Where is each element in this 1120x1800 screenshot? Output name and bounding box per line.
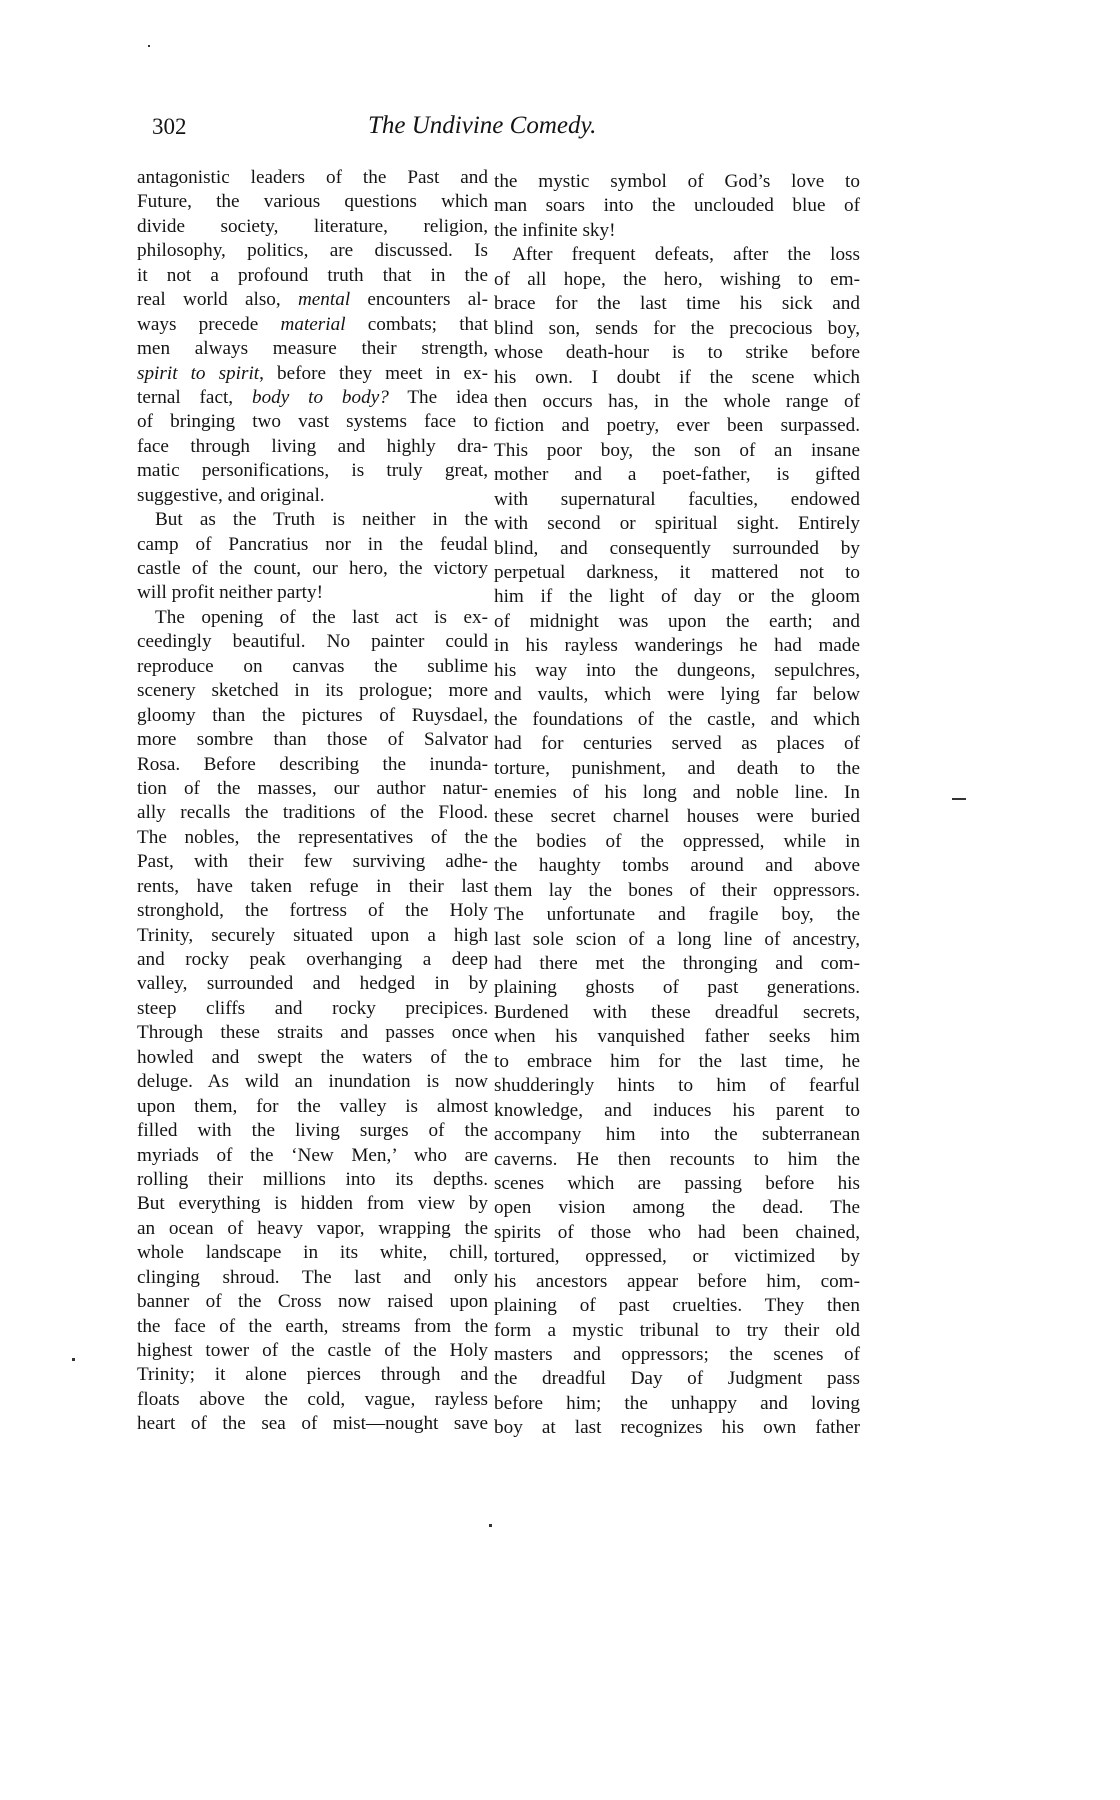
text-segment: , before they meet in ex- — [259, 362, 488, 384]
text-segment: caverns. He then recounts to him the — [494, 1148, 860, 1170]
text-line — [137, 190, 488, 214]
text-line — [137, 435, 488, 459]
text-segment: will profit neither party! — [137, 582, 323, 604]
text-segment: his way into the dungeons, sepulchres, — [494, 659, 860, 681]
text-line — [494, 1416, 860, 1440]
text-segment: ally recalls the traditions of the Flood. — [137, 802, 488, 824]
text-line — [137, 1339, 488, 1363]
text-segment: tortured, oppressed, or victimized by — [494, 1246, 860, 1268]
text-segment: whole landscape in its white, chill, — [137, 1242, 488, 1264]
text-segment: brace for the last time his sick and — [494, 293, 860, 315]
text-segment: shudderingly hints to him of fearful — [494, 1075, 860, 1097]
text-segment: deluge. As wild an inundation is now — [137, 1071, 488, 1093]
text-segment: real world also, — [137, 289, 298, 311]
text-segment: camp of Pancratius nor in the feudal — [137, 533, 488, 555]
text-line — [137, 1021, 488, 1045]
text-line — [137, 337, 488, 361]
text-line — [137, 899, 488, 923]
text-line — [494, 854, 860, 878]
text-segment: boy at last recognizes his own father — [494, 1417, 860, 1439]
text-segment: before him; the unhappy and loving — [494, 1392, 860, 1414]
text-segment: highest tower of the castle of the Holy — [137, 1340, 488, 1361]
text-line — [494, 683, 860, 707]
text-segment: myriads of the ‘New Men,’ who are — [137, 1144, 488, 1166]
text-line — [137, 1046, 488, 1070]
text-line — [494, 610, 860, 634]
text-line — [137, 1070, 488, 1094]
text-line — [137, 679, 488, 703]
text-line — [494, 317, 860, 341]
text-line — [494, 512, 860, 536]
text-line — [137, 1315, 488, 1339]
text-line — [137, 655, 488, 679]
text-line — [494, 903, 860, 927]
text-line — [137, 557, 488, 581]
text-line — [137, 606, 488, 630]
text-line — [494, 341, 860, 365]
text-segment: open vision among the dead. The — [494, 1197, 860, 1219]
text-line — [137, 1290, 488, 1314]
text-segment: After frequent defeats, after the loss — [512, 244, 860, 266]
text-line — [494, 1392, 860, 1416]
text-segment: encounters al- — [350, 289, 488, 311]
text-segment: gloomy than the pictures of Ruysdael, — [137, 704, 488, 726]
text-segment: spirits of those who had been chained, — [494, 1221, 860, 1243]
text-segment: torture, punishment, and death to the — [494, 757, 860, 779]
text-segment: clinging shroud. The last and only — [137, 1266, 488, 1288]
text-segment: banner of the Cross now raised upon — [137, 1291, 488, 1313]
text-segment: The unfortunate and fragile boy, the — [494, 904, 860, 926]
text-line — [494, 952, 860, 976]
text-line — [494, 976, 860, 1000]
text-line — [494, 659, 860, 683]
text-line — [137, 1192, 488, 1216]
text-line — [137, 484, 488, 508]
text-line — [137, 801, 488, 825]
text-segment: with supernatural faculties, endowed — [494, 488, 860, 510]
text-line — [137, 239, 488, 263]
text-line — [494, 1319, 860, 1343]
text-line — [137, 533, 488, 557]
text-line — [494, 879, 860, 903]
text-line — [494, 561, 860, 585]
text-line — [494, 268, 860, 292]
text-line — [494, 390, 860, 414]
text-segment: them lay the bones of their oppressors. — [494, 879, 860, 901]
text-segment: to embrace him for the last time, he — [494, 1050, 860, 1072]
text-segment: This poor boy, the son of an insane — [494, 439, 860, 461]
text-line — [137, 704, 488, 728]
text-line — [494, 366, 860, 390]
text-line — [137, 630, 488, 654]
text-line — [137, 753, 488, 777]
text-segment: ceedingly beautiful. No painter could — [137, 631, 488, 653]
right-column — [494, 170, 860, 1441]
text-segment: scenery sketched in its prologue; more — [137, 680, 488, 702]
text-line — [494, 463, 860, 487]
italic-text: mental — [297, 289, 351, 311]
text-line — [494, 1148, 860, 1172]
running-title: The Undivine Comedy. — [368, 112, 597, 139]
text-segment: the infinite sky! — [494, 219, 616, 241]
text-segment: the mystic symbol of God’s love to — [494, 171, 860, 192]
text-line — [494, 1343, 860, 1367]
text-segment: valley, surrounded and hedged in by — [137, 973, 488, 995]
text-line — [494, 292, 860, 316]
text-segment: mother and a poet-father, is gifted — [494, 464, 860, 486]
text-segment: matic personifications, is truly great, — [137, 460, 488, 482]
text-line — [494, 439, 860, 463]
text-segment: when his vanquished father seeks him — [494, 1026, 860, 1048]
text-line — [494, 830, 860, 854]
text-line — [137, 1388, 488, 1412]
text-line — [137, 850, 488, 874]
text-line — [494, 1196, 860, 1220]
text-segment: tion of the masses, our author natur- — [137, 777, 488, 799]
text-segment: antagonistic leaders of the Past and — [137, 167, 488, 188]
text-segment: perpetual darkness, it mattered not to — [494, 562, 860, 583]
text-segment: men always measure their strength, — [137, 338, 488, 360]
text-segment: the foundations of the castle, and which — [494, 708, 860, 730]
text-segment: more sombre than those of Salvator — [137, 729, 488, 751]
text-line — [494, 170, 860, 194]
text-line — [494, 1294, 860, 1318]
text-line — [494, 414, 860, 438]
text-segment: rolling their millions into its depths. — [137, 1168, 488, 1190]
text-segment: the bodies of the oppressed, while in — [494, 830, 860, 852]
text-line — [137, 1119, 488, 1143]
text-segment: Burdened with these dreadful secrets, — [494, 1001, 860, 1023]
text-segment: blind son, sends for the precocious boy, — [494, 317, 860, 339]
text-segment: last sole scion of a long line of ancestry, — [494, 928, 860, 950]
scan-speck — [952, 798, 966, 800]
left-column — [137, 166, 488, 1437]
text-segment: scenes which are passing before his — [494, 1172, 860, 1194]
text-line — [137, 777, 488, 801]
text-segment: stronghold, the fortress of the Holy — [137, 900, 488, 922]
text-line — [137, 1266, 488, 1290]
italic-text: body to body? — [251, 386, 389, 408]
text-line — [137, 215, 488, 239]
text-segment: these secret charnel houses were buried — [494, 806, 860, 828]
text-segment: combats; that — [345, 313, 488, 335]
text-line — [137, 288, 488, 312]
text-segment: Through these straits and passes once — [137, 1022, 488, 1044]
text-segment: plaining of past cruelties. They then — [494, 1295, 860, 1317]
text-segment: of bringing two vast systems face to — [137, 411, 488, 433]
text-line — [494, 805, 860, 829]
page-number: 302 — [152, 114, 187, 139]
text-line — [494, 194, 860, 218]
text-segment: him if the light of day or the gloom — [494, 586, 860, 608]
text-segment: an ocean of heavy vapor, wrapping the — [137, 1217, 488, 1239]
text-segment: upon them, for the valley is almost — [137, 1095, 488, 1117]
text-line — [137, 728, 488, 752]
text-line — [137, 459, 488, 483]
text-segment: Trinity; it alone pierces through and — [137, 1364, 488, 1386]
text-line — [137, 166, 488, 190]
text-line — [494, 219, 860, 243]
text-segment: masters and oppressors; the scenes of — [494, 1344, 860, 1365]
text-segment: heart of the sea of mist—nought save — [137, 1413, 488, 1435]
text-segment: The nobles, the representatives of the — [137, 826, 488, 848]
text-segment: fiction and poetry, ever been surpassed. — [494, 415, 860, 437]
text-line — [494, 928, 860, 952]
text-segment: face through living and highly dra- — [137, 435, 488, 457]
text-line — [137, 508, 488, 532]
text-line — [137, 1412, 488, 1436]
text-line — [137, 386, 488, 410]
text-segment: ways precede — [137, 313, 281, 335]
text-segment: it not a profound truth that in the — [137, 264, 488, 286]
text-segment: the haughty tombs around and above — [494, 855, 860, 877]
text-line — [494, 1172, 860, 1196]
text-line — [137, 410, 488, 434]
text-line — [494, 708, 860, 732]
text-segment: had there met the thronging and com- — [494, 953, 860, 974]
text-segment: then occurs has, in the whole range of — [494, 390, 860, 412]
scan-speck — [72, 1358, 75, 1361]
text-segment: But as the Truth is neither in the — [155, 509, 488, 531]
text-segment: the face of the earth, streams from the — [137, 1315, 488, 1337]
text-segment: accompany him into the subterranean — [494, 1124, 860, 1146]
text-segment: had for centuries served as places of — [494, 733, 860, 755]
text-segment: with second or spiritual sight. Entirely — [494, 513, 860, 535]
text-line — [137, 1095, 488, 1119]
text-segment: floats above the cold, vague, rayless — [137, 1388, 488, 1410]
text-line — [137, 1168, 488, 1192]
text-segment: filled with the living surges of the — [137, 1120, 488, 1142]
text-segment: of all hope, the hero, wishing to em- — [494, 268, 860, 290]
text-line — [494, 634, 860, 658]
text-line — [137, 948, 488, 972]
text-line — [494, 1099, 860, 1123]
text-line — [494, 732, 860, 756]
text-segment: his own. I doubt if the scene which — [494, 366, 860, 388]
text-line — [494, 537, 860, 561]
text-line — [137, 581, 488, 605]
text-segment: suggestive, and original. — [137, 484, 325, 506]
text-line — [494, 1123, 860, 1147]
text-line — [137, 1363, 488, 1387]
text-segment: man soars into the unclouded blue of — [494, 195, 860, 217]
text-segment: But everything is hidden from view by — [137, 1193, 488, 1215]
text-segment: divide society, literature, religion, — [137, 215, 488, 237]
text-line — [494, 781, 860, 805]
text-segment: Past, with their few surviving adhe- — [137, 851, 488, 873]
text-line — [494, 1221, 860, 1245]
text-segment: in his rayless wanderings he had made — [494, 635, 860, 657]
scan-speck — [148, 45, 150, 47]
text-line — [494, 1367, 860, 1391]
text-line — [137, 875, 488, 899]
text-segment: howled and swept the waters of the — [137, 1046, 488, 1068]
text-line — [137, 313, 488, 337]
text-line — [494, 1245, 860, 1269]
text-segment: blind, and consequently surrounded by — [494, 537, 860, 559]
text-line — [494, 757, 860, 781]
text-line — [137, 264, 488, 288]
text-line — [494, 1074, 860, 1098]
text-line — [137, 972, 488, 996]
text-segment: rents, have taken refuge in their last — [137, 875, 488, 897]
text-segment: form a mystic tribunal to try their old — [494, 1319, 860, 1341]
text-line — [137, 362, 488, 386]
text-line — [137, 997, 488, 1021]
text-segment: enemies of his long and noble line. In — [494, 781, 860, 803]
italic-text: material — [280, 313, 346, 335]
text-segment: plaining ghosts of past generations. — [494, 977, 860, 999]
text-line — [137, 1217, 488, 1241]
text-segment: the dreadful Day of Judgment pass — [494, 1368, 860, 1390]
text-line — [494, 1025, 860, 1049]
text-segment: ternal fact, — [137, 386, 252, 408]
text-segment: knowledge, and induces his parent to — [494, 1099, 860, 1121]
text-line — [137, 1241, 488, 1265]
text-segment: philosophy, politics, are discussed. Is — [137, 240, 488, 262]
text-segment: Rosa. Before describing the inunda- — [137, 753, 488, 775]
text-segment: and rocky peak overhanging a deep — [137, 949, 488, 970]
text-segment: and vaults, which were lying far below — [494, 684, 860, 706]
text-line — [494, 1001, 860, 1025]
text-line — [494, 488, 860, 512]
text-segment: his ancestors appear before him, com- — [494, 1270, 860, 1292]
italic-text: spirit to spirit — [137, 362, 260, 384]
text-segment: Future, the various questions which — [137, 191, 488, 213]
text-line — [494, 1270, 860, 1294]
text-segment: Trinity, securely situated upon a high — [137, 924, 488, 946]
text-segment: The opening of the last act is ex- — [155, 606, 488, 628]
text-segment: whose death-hour is to strike before — [494, 342, 860, 364]
text-line — [137, 1144, 488, 1168]
text-line — [137, 924, 488, 948]
text-line — [494, 585, 860, 609]
text-segment: castle of the count, our hero, the victory — [137, 558, 488, 579]
text-segment: steep cliffs and rocky precipices. — [137, 997, 488, 1019]
text-segment: The idea — [388, 386, 488, 408]
text-segment: of midnight was upon the earth; and — [494, 610, 860, 632]
text-line — [137, 826, 488, 850]
text-line — [494, 1050, 860, 1074]
text-segment: reproduce on canvas the sublime — [137, 655, 488, 677]
text-line — [494, 243, 860, 267]
scan-speck — [489, 1524, 492, 1527]
